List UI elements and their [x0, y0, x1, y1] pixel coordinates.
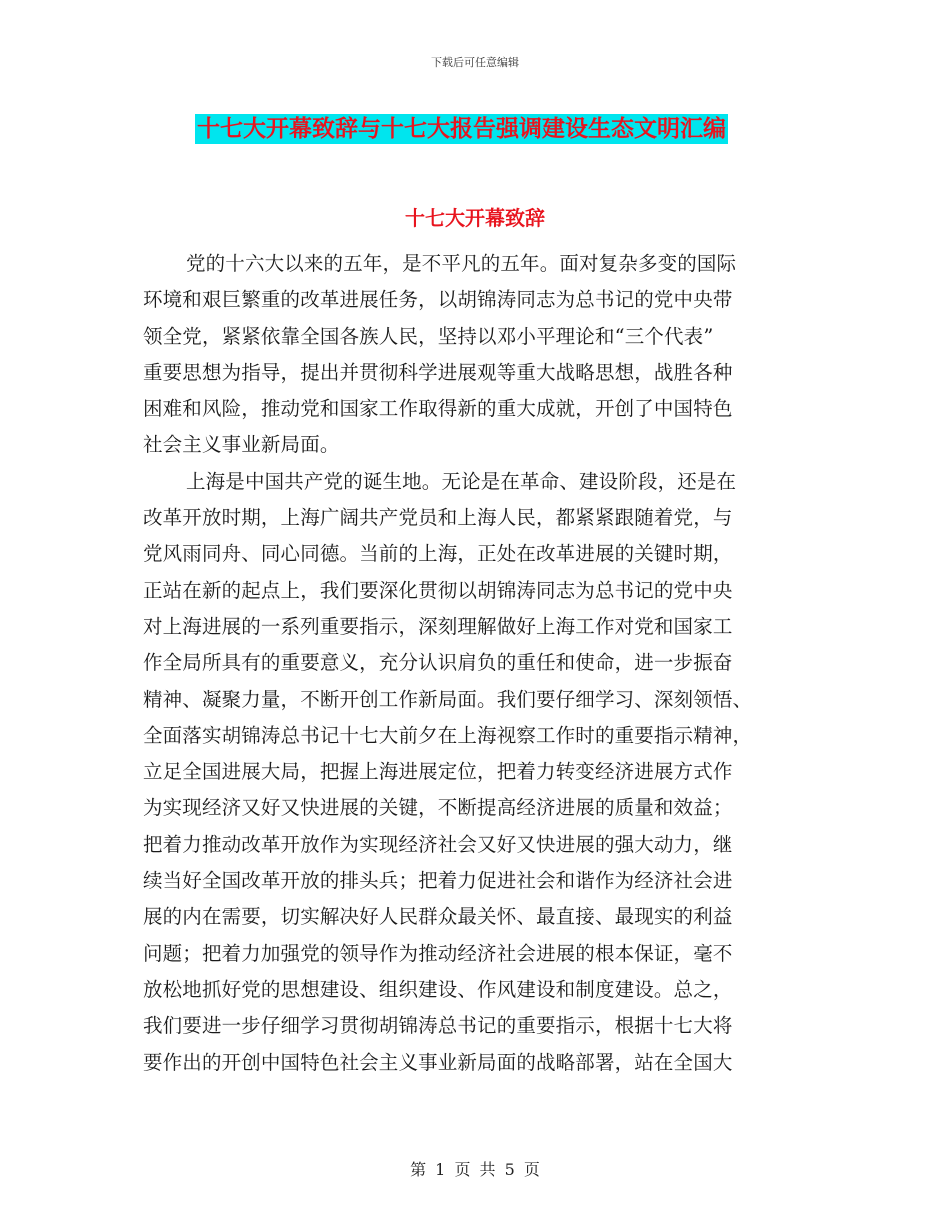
text-line: 党的十六大以来的五年，是不平凡的五年。面对复杂多变的国际 — [186, 252, 737, 275]
text-line: 续当好全国改革开放的排头兵；把着力促进社会和谐作为经济社会进 — [143, 869, 733, 893]
paragraph-1 — [143, 246, 803, 464]
text-line: 领全党，紧紧依靠全国各族人民，坚持以邓小平理论和“三个代表” — [143, 324, 714, 348]
document-body — [143, 246, 803, 1081]
text-line: 问题；把着力加强党的领导作为推动经济社会进展的根本保证，毫不 — [143, 941, 733, 965]
page-number-footer: 第 1 页 共 5 页 — [410, 1160, 540, 1179]
text-line: 党风雨同舟、同心同德。当前的上海，正处在改革进展的关键时期， — [143, 542, 733, 566]
text-line: 立足全国进展大局，把握上海进展定位，把着力转变经济进展方式作 — [143, 760, 733, 784]
text-line: 重要思想为指导，提出并贯彻科学进展观等重大战略思想，战胜各种 — [143, 360, 733, 384]
text-line: 我们要进一步仔细学习贯彻胡锦涛总书记的重要指示，根据十七大将 — [143, 1014, 733, 1038]
document-title: 十七大开幕致辞与十七大报告强调建设生态文明汇编 — [197, 115, 726, 142]
text-line: 上海是中国共产党的诞生地。无论是在革命、建设阶段，还是在 — [186, 469, 737, 493]
text-line: 社会主义事业新局面。 — [143, 433, 340, 457]
text-line: 改革开放时期，上海广阔共产党员和上海人民，都紧紧跟随着党，与 — [143, 506, 733, 530]
text-line: 全面落实胡锦涛总书记十七大前夕在上海视察工作时的重要指示精神， — [143, 723, 753, 747]
section-title: 十七大开幕致辞 — [405, 206, 545, 230]
text-line: 精神、凝聚力量，不断开创工作新局面。我们要仔细学习、深刻领悟、 — [143, 687, 753, 711]
text-line: 环境和艰巨繁重的改革进展任务，以胡锦涛同志为总书记的党中央带 — [143, 288, 733, 312]
text-line: 把着力推动改革开放作为实现经济社会又好又快进展的强大动力，继 — [143, 832, 733, 856]
text-line: 作全局所具有的重要意义，充分认识肩负的重任和使命，进一步振奋 — [143, 651, 733, 675]
paragraph-2 — [143, 464, 803, 1081]
text-line: 展的内在需要，切实解决好人民群众最关怀、最直接、最现实的利益 — [143, 905, 733, 929]
text-line: 对上海进展的一系列重要指示，深刻理解做好上海工作对党和国家工 — [143, 614, 733, 638]
text-line: 放松地抓好党的思想建设、组织建设、作风建设和制度建设。总之， — [143, 977, 733, 1001]
text-line: 为实现经济又好又快进展的关键，不断提高经济进展的质量和效益； — [143, 796, 733, 820]
page-header-note: 下载后可任意编辑 — [431, 56, 519, 69]
text-line: 要作出的开创中国特色社会主义事业新局面的战略部署，站在全国大 — [143, 1050, 733, 1074]
text-line: 困难和风险，推动党和国家工作取得新的重大成就，开创了中国特色 — [143, 397, 733, 421]
text-line: 正站在新的起点上，我们要深化贯彻以胡锦涛同志为总书记的党中央 — [143, 578, 733, 602]
